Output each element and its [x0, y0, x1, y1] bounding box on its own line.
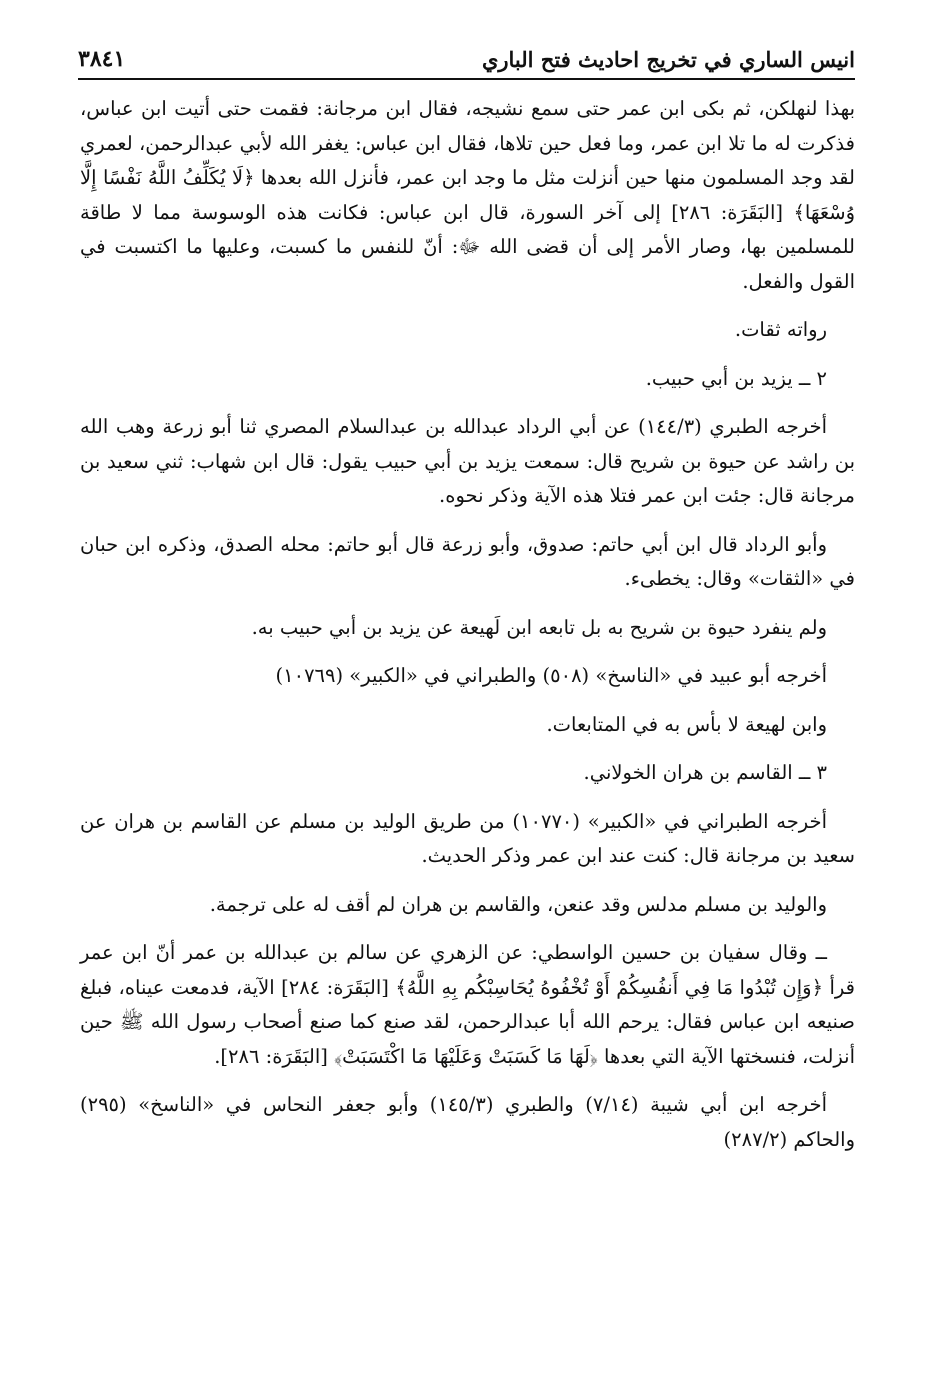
narrator-heading: ٣ ــ القاسم بن هران الخولاني.	[583, 761, 827, 784]
body-text	[80, 92, 855, 1171]
page-number: ٣٨٤١	[78, 46, 126, 72]
paragraph: وابن لهيعة لا بأس به في المتابعات.	[546, 712, 827, 736]
book-title: انيس الساري في تخريج احاديث فتح الباري	[481, 46, 855, 72]
paragraph: والوليد بن مسلم مدلس وقد عنعن، والقاسم بن هران لم أقف له على ترجمة.	[209, 892, 827, 916]
paragraph: رواته ثقات.	[734, 318, 827, 341]
paragraph: ولم ينفرد حيوة بن شريح به بل تابعه ابن لَهيعة عن يزيد بن أبي حبيب به.	[251, 615, 827, 639]
paragraph: أخرجه الطبري (١٤٤/٣) عن أبي الرداد عبدالله بن عبدالسلام المصري ثنا أبو زرعة وهب الله بن راشد عن حيوة بن شريح قال: سمعت يزيد بن أبي حبيب يقول: قال ابن شهاب: ثني سعيد بن مرجانة قال: جئت ابن عمر فتلا هذه الآية وذكر نحوه.	[80, 415, 855, 507]
paragraph: بهذا لنهلكن، ثم بكى ابن عمر حتى سمع نشيجه، فقال ابن مرجانة: فقمت حتى أتيت ابن عباس، فذكرت له ما تلا ابن عمر، وما فعل حين تلاها، فقال ابن عباس: يغفر الله لأبي عبدالرحمن، لعمري لقد وجد المسلمون منها حين أنزلت مثل ما وجد ابن عمر، فأنزل الله بعدها ﴿لَا يُكَلِّفُ اللَّهُ نَفْسًا إِلَّا وُسْعَهَا﴾ [البَقَرَة: ٢٨٦] إلى آخر السورة، قال ابن عباس: فكانت هذه الوسوسة مما لا طاقة للمسلمين بها، وصار الأمر إلى أن قضى الله ﷻ: أنّ للنفس ما كسبت، وعليها ما اكتسبت في القول والفعل.	[80, 97, 855, 293]
narrator-heading: ٢ ــ يزيد بن أبي حبيب.	[645, 366, 827, 390]
paragraph: أخرجه الطبراني في «الكبير» (١٠٧٧٠) من طريق الوليد بن مسلم عن القاسم بن هران عن سعيد بن مرجانة قال: كنت عند ابن عمر وذكر الحديث.	[80, 809, 855, 867]
paragraph: ــ وقال سفيان بن حسين الواسطي: عن الزهري عن سالم بن عبدالله بن عمر أنّ ابن عمر قرأ ﴿وَإِن تُبْدُوا مَا فِي أَنفُسِكُمْ أَوْ تُخْفُوهُ يُحَاسِبْكُم بِهِ اللَّهُ﴾ [البَقَرَة: ٢٨٤] الآية، فدمعت عيناه، فبلغ صنيعه ابن عباس فقال: يرحم الله أبا عبدالرحمن، لقد صنع كما صنع أصحاب رسول الله ﷺ حين أنزلت، فنسختها الآية التي بعدها ﴿لَهَا مَا كَسَبَتْ وَعَلَيْهَا مَا اكْتَسَبَتْ﴾ [البَقَرَة: ٢٨٦].	[80, 941, 855, 1068]
paragraph: وأبو الرداد قال ابن أبي حاتم: صدوق، وأبو زرعة قال أبو حاتم: محله الصدق، وذكره ابن حبان في «الثقات» وقال: يخطىء.	[80, 532, 855, 590]
paragraph: أخرجه أبو عبيد في «الناسخ» (٥٠٨) والطبراني في «الكبير» (١٠٧٦٩)	[275, 664, 827, 687]
paragraph: أخرجه ابن أبي شيبة (٧/١٤) والطبري (١٤٥/٣) وأبو جعفر النحاس في «الناسخ» (٢٩٥) والحاكم (٢٨٧/٢)	[80, 1093, 855, 1151]
running-header	[78, 42, 855, 76]
header-divider	[78, 78, 855, 80]
